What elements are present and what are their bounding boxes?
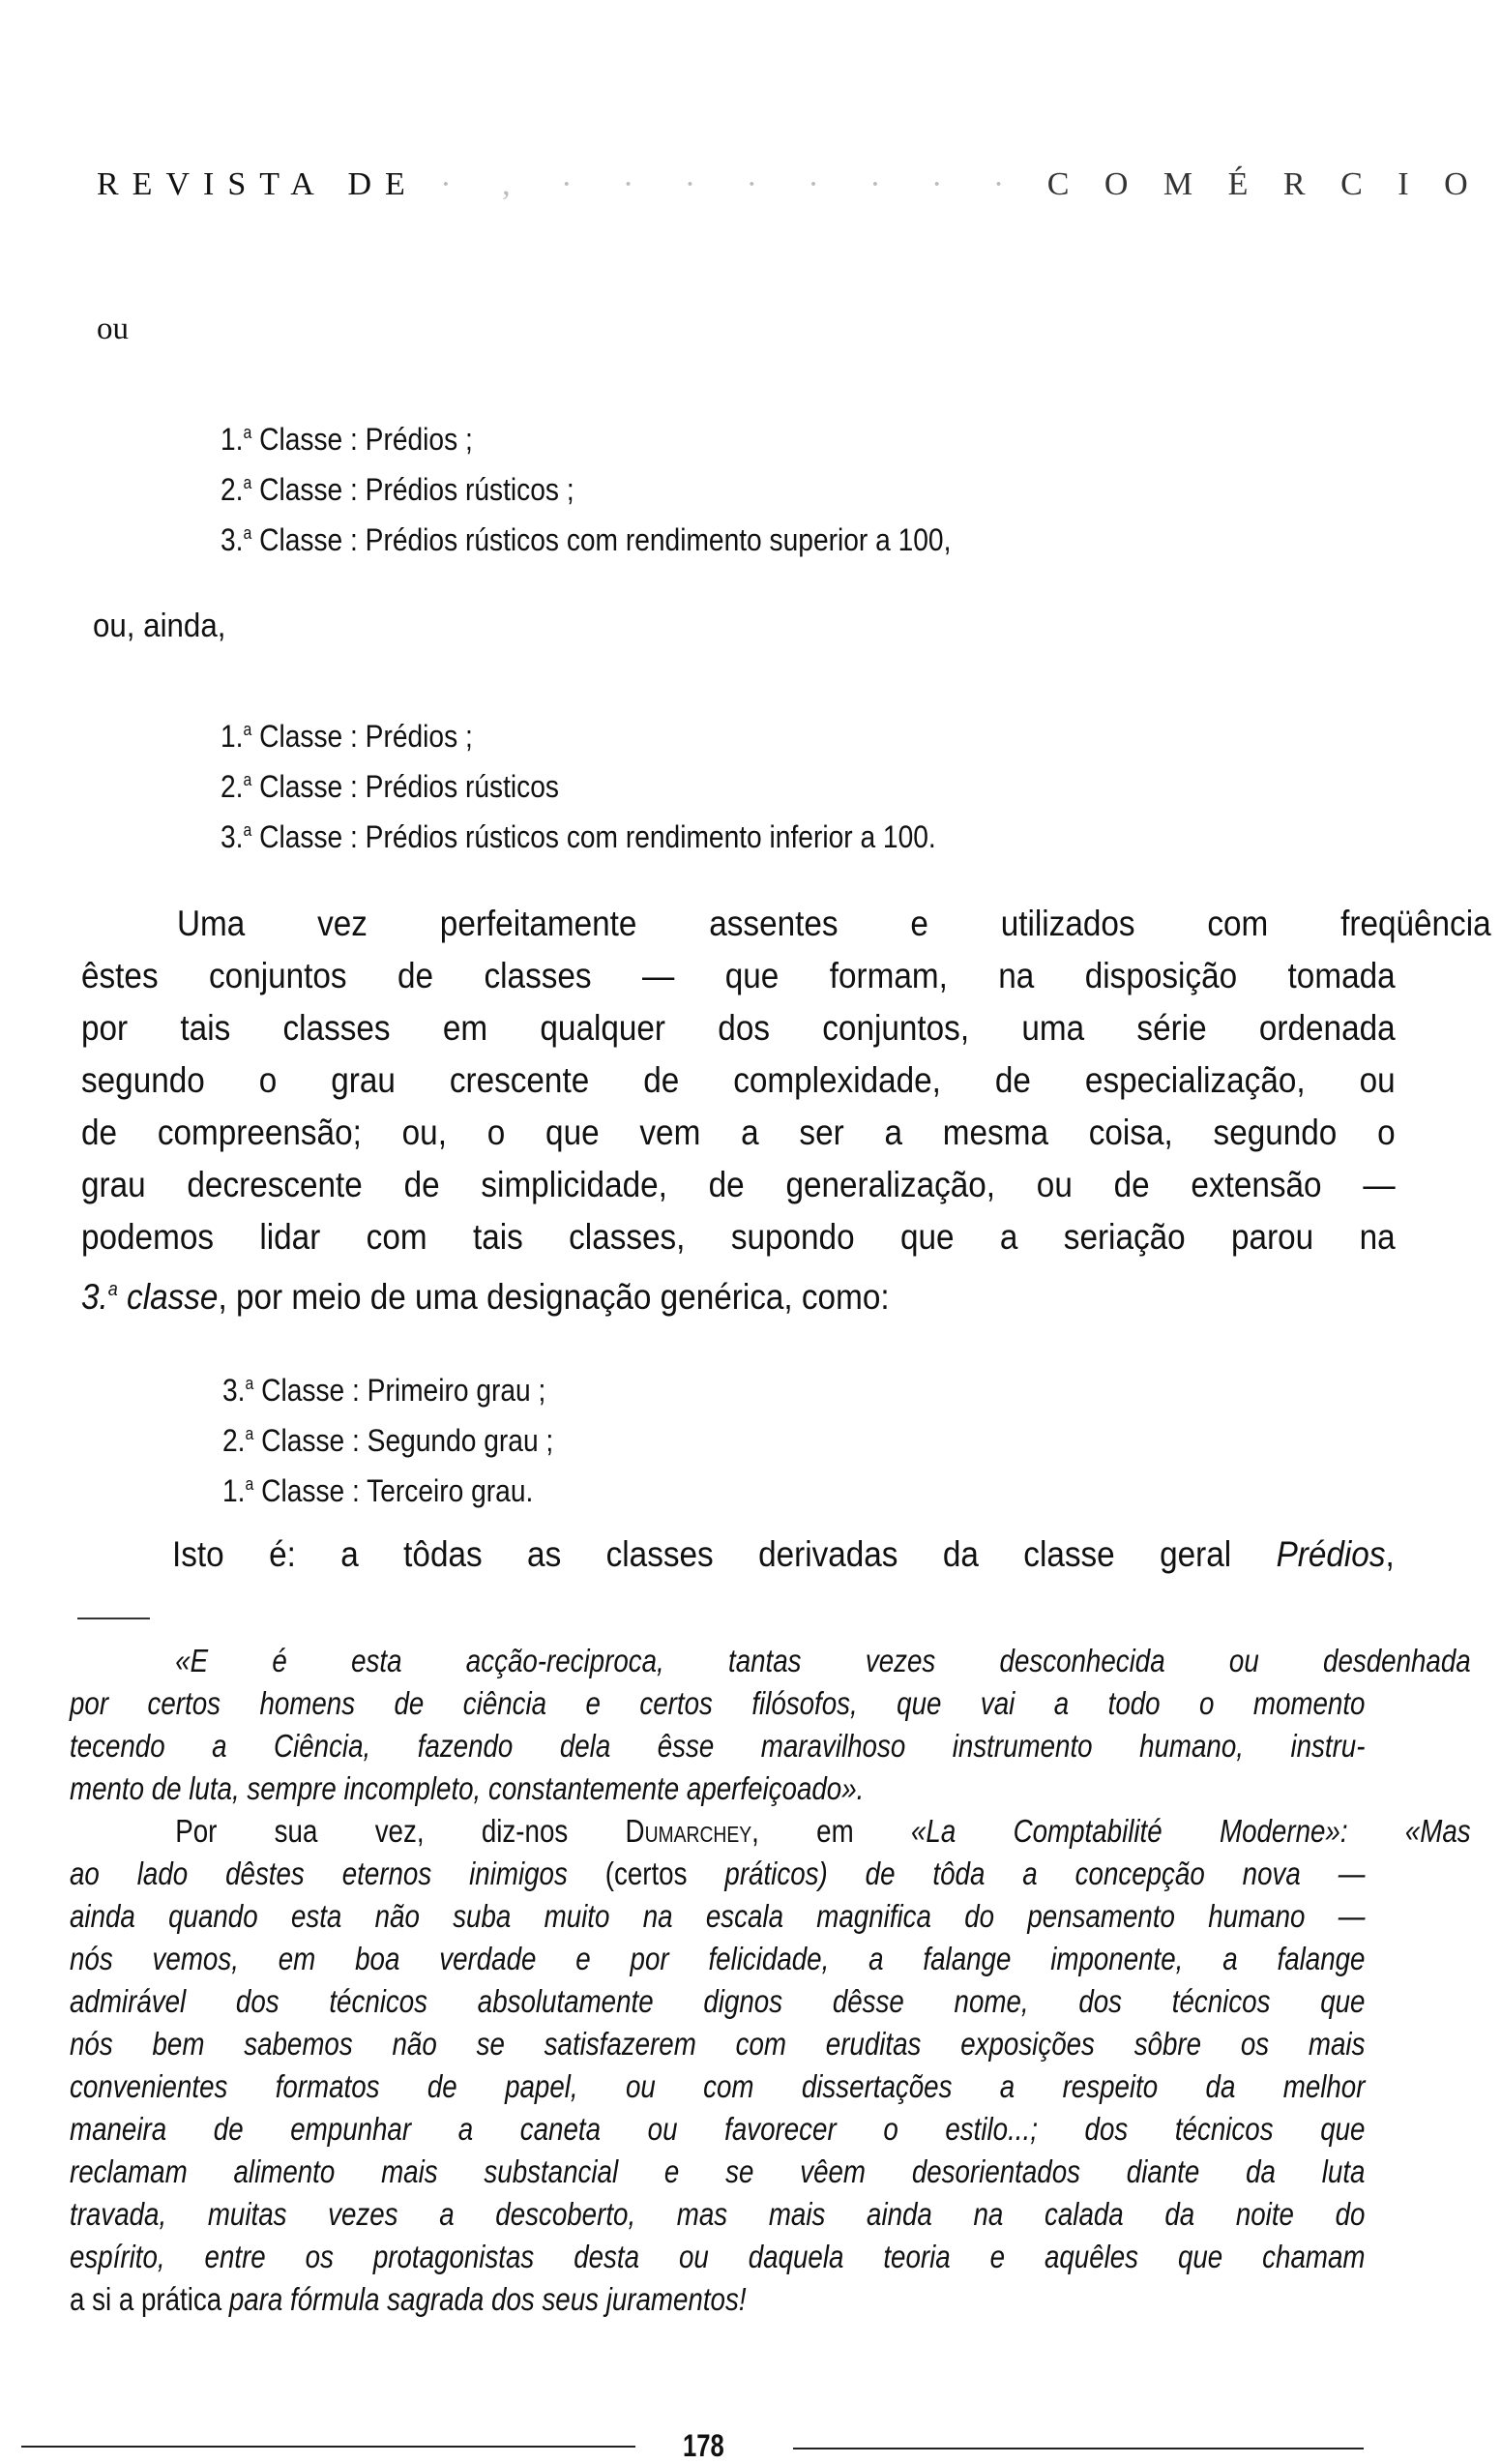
footnote-line: maneira de empunhar a caneta ou favorecer o estilo...; dos técnicos que [70,2111,1366,2147]
footer-rule-right [793,2448,1364,2449]
class-item: 3.$^a$ Classe : Prédios rústicos com rendimento superior a 100, [221,522,952,557]
footnote-separator [77,1618,150,1619]
running-head-title: REVISTA DE [97,166,419,202]
footnote-line: por certos homens de ciência e certos filósofos, que vai a todo o momento [70,1685,1366,1721]
footnote [70,1640,1471,2321]
paragraph-line: êstes conjuntos de classes — que formam, na disposição tomada [81,956,1396,995]
main-paragraph [81,898,1491,1323]
class-item: 2.$^a$ Classe : Prédios rústicos [221,769,559,804]
page-number: 178 [683,2428,724,2463]
paragraph-line: podemos lidar com tais classes, supondo que a seriação parou na [81,1217,1396,1257]
footnote-line: a si a prática para fórmula sagrada dos seus juramentos! [70,2281,747,2317]
footnote-line: «E é esta acção-reciproca, tantas vezes desconhecida ou desdenhada [175,1643,1471,1678]
paragraph-line: grau decrescente de simplicidade, de generalização, ou de extensão — [81,1165,1396,1204]
footer-rule-left [21,2446,635,2448]
class-item: 1.$^a$ Classe : Prédios ; [221,422,473,457]
footnote-line: travada, muitas vezes a descoberto, mas mais ainda na calada da noite do [70,2196,1366,2232]
paragraph-line: por tais classes em qualquer dos conjuntos, uma série ordenada [81,1008,1396,1048]
running-head-faded: · , · · · · · · · · [440,166,1026,202]
paragraph-line: segundo o grau crescente de complexidade, de especialização, ou [81,1060,1396,1100]
footnote-line: mento de luta, sempre incompleto, constantemente aperfeiçoado». [70,1770,865,1806]
footnote-line: ainda quando esta não suba muito na escala magnifica do pensamento humano — [70,1898,1366,1934]
paragraph-line: de compreensão; ou, o que vem a ser a mesma coisa, segundo o [81,1113,1396,1152]
page-footer [0,2428,1501,2461]
footnote-line: reclamam alimento mais substancial e se vêem desorientados diante da luta [70,2153,1366,2189]
paragraph-line: Isto é: a tôdas as classes derivadas da classe geral Prédios, [172,1534,1395,1574]
class-item: 1.$^a$ Classe : Terceiro grau. [222,1473,534,1508]
footnote-line: Por sua vez, diz-nos Dumarchey, em «La Comptabilité Moderne»: «Mas [175,1813,1471,1849]
class-item: 1.$^a$ Classe : Prédios ; [221,719,473,754]
connector-ou-ainda: ou, ainda, [93,608,226,644]
isto-paragraph [172,1529,1396,1581]
class-item: 3.$^a$ Classe : Prédios rústicos com rendimento inferior a 100. [221,819,936,854]
class-list-c [222,1362,553,1513]
footnote-line: admirável dos técnicos absolutamente dignos dêsse nome, dos técnicos que [70,1983,1366,2019]
class-item: 2.$^a$ Classe : Prédios rústicos ; [221,472,574,507]
class-item: 2.$^a$ Classe : Segundo grau ; [222,1423,554,1458]
running-head-tail: C O M É R C I O [1046,166,1482,202]
footnote-line: espírito, entre os protagonistas desta ou daquela teoria e aquêles que chamam [70,2239,1366,2274]
class-item: 3.$^a$ Classe : Primeiro grau ; [222,1373,546,1408]
footnote-line: tecendo a Ciência, fazendo dela êsse maravilhoso instrumento humano, instru- [70,1728,1366,1764]
class-list-b [221,708,936,859]
footnote-line: nós vemos, em boa verdade e por felicidade, a falange imponente, a falange [70,1941,1366,1976]
running-head [97,166,1482,203]
footnote-line: nós bem sabemos não se satisfazerem com eruditas exposições sôbre os mais [70,2026,1366,2062]
footnote-line: ao lado dêstes eternos inimigos (certos práticos) de tôda a concepção nova — [70,1855,1366,1891]
connector-ou: ou [97,312,129,346]
class-list-a [221,411,951,562]
paragraph-line: Uma vez perfeitamente assentes e utilizados com freqüência [177,904,1491,943]
footnote-line: convenientes formatos de papel, ou com dissertações a respeito da melhor [70,2068,1366,2104]
paragraph-line: 3.$^a$ classe, por meio de uma designação genérica, como: [81,1277,890,1317]
